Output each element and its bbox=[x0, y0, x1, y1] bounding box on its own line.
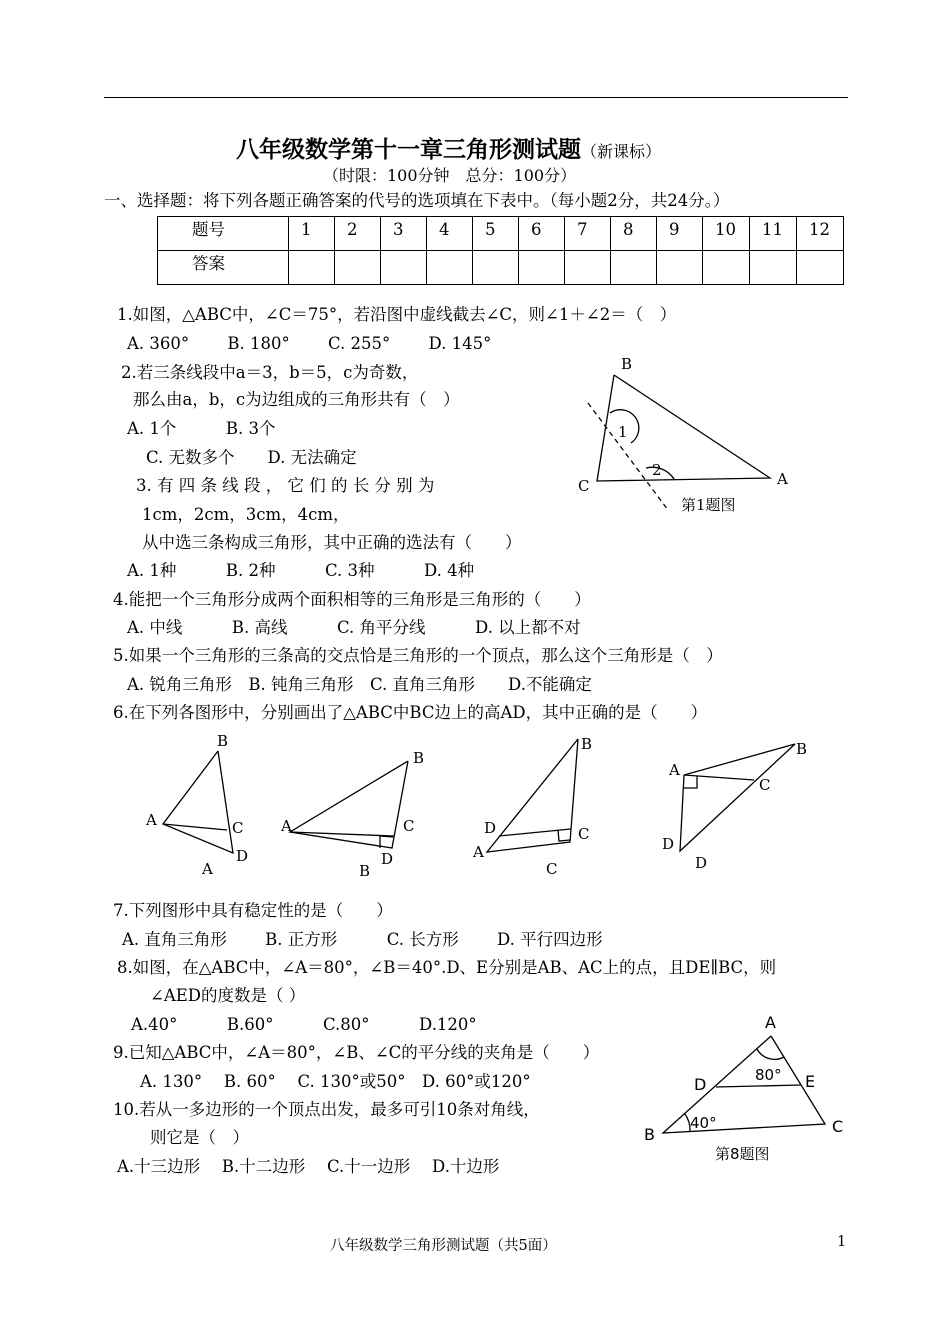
table-cell-number: 3 bbox=[381, 217, 427, 251]
q3-stem-2: 1cm，2cm，3cm，4cm， bbox=[142, 505, 350, 524]
fig8-label-d: D bbox=[694, 1075, 707, 1094]
section-heading: 一、选择题：将下列各题正确答案的代号的选项填在下表中。（每小题2分，共24分。） bbox=[104, 191, 730, 210]
table-cell-number: 7 bbox=[565, 217, 611, 251]
fig6-4-label-b: B bbox=[796, 740, 808, 758]
table-cell-number: 5 bbox=[473, 217, 519, 251]
table-header-answer: 答案 bbox=[158, 251, 289, 285]
page-number: 1 bbox=[837, 1234, 847, 1250]
fig6-1-label-b: B bbox=[217, 732, 229, 750]
fig6-3-label-c: C bbox=[578, 825, 590, 843]
fig8-label-a: A bbox=[765, 1013, 776, 1032]
q10-options: A.十三边形 B.十二边形 C.十一边形 D.十边形 bbox=[117, 1157, 500, 1176]
fig6-1-label-c: C bbox=[232, 819, 244, 837]
fig6-4-label-d: D bbox=[662, 835, 675, 853]
q9-stem: 9.已知△ABC中，∠A＝80°，∠B、∠C的平分线的夹角是（ ） bbox=[113, 1043, 600, 1062]
q8-stem-1: 8.如图，在△ABC中，∠A＝80°，∠B＝40°.D、E分别是AB、AC上的点，且DE∥BC，则 bbox=[117, 958, 777, 977]
table-cell-number: 10 bbox=[703, 217, 750, 251]
fig6-3-label-d: D bbox=[484, 819, 497, 837]
q10-stem-1: 10.若从一多边形的一个顶点出发，最多可引10条对角线， bbox=[113, 1100, 540, 1119]
fig6-3-right-angle bbox=[558, 830, 570, 841]
q7-stem: 7.下列图形中具有稳定性的是（ ） bbox=[113, 901, 393, 920]
table-cell-number: 11 bbox=[750, 217, 797, 251]
q2-stem-2: 那么由a，b，c为边组成的三角形共有（ ） bbox=[133, 390, 460, 409]
title-main: 八年级数学第十一章三角形测试题 bbox=[236, 137, 581, 163]
fig6-1-label-a2: A bbox=[202, 860, 213, 878]
fig6-2-label-c: C bbox=[403, 817, 415, 835]
fig8-label-c: C bbox=[832, 1117, 844, 1136]
fig6-2-label-d: D bbox=[381, 850, 394, 868]
fig6-3-label-a: A bbox=[473, 843, 484, 861]
table-cell-number: 4 bbox=[427, 217, 473, 251]
fig1-label-1: 1 bbox=[618, 423, 628, 441]
table-cell-number: 12 bbox=[797, 217, 844, 251]
table-cell-number: 1 bbox=[289, 217, 335, 251]
q3-stem-1-text: 3. 有 四 条 线 段 ， 它 们 的 长 分 别 为 bbox=[136, 476, 435, 495]
fig6-1-label-d: D bbox=[236, 847, 249, 865]
q3-options: A. 1种 B. 2种 C. 3种 D. 4种 bbox=[127, 561, 475, 580]
table-cell-number: 8 bbox=[611, 217, 657, 251]
footer-text: 八年级数学三角形测试题（共5面） bbox=[330, 1238, 557, 1254]
fig1-cut-line bbox=[588, 403, 668, 510]
fig6-3-altitude bbox=[499, 829, 571, 836]
fig6-1-triangle bbox=[163, 751, 233, 853]
fig6-2-triangle bbox=[290, 761, 408, 848]
q2-options-1: A. 1个 B. 3个 bbox=[127, 419, 276, 438]
q5-options: A. 锐角三角形 B. 钝角三角形 C. 直角三角形 D.不能确定 bbox=[127, 675, 592, 694]
fig6-4-label-d2: D bbox=[695, 854, 708, 872]
table-cell-number: 2 bbox=[335, 217, 381, 251]
table-cell-number: 9 bbox=[657, 217, 703, 251]
fig1-label-2: 2 bbox=[652, 461, 662, 479]
fig6-3-label-b: B bbox=[581, 735, 593, 753]
title-suffix: （新课标） bbox=[581, 142, 662, 161]
fig8-caption: 第8题图 bbox=[715, 1145, 770, 1163]
q4-stem: 4.能把一个三角形分成两个面积相等的三角形是三角形的（ ） bbox=[113, 590, 591, 609]
fig6-2-label-b: B bbox=[413, 749, 425, 767]
fig1-label-a: A bbox=[777, 470, 788, 488]
fig8-de-line bbox=[716, 1085, 801, 1087]
fig6-2-label-a: A bbox=[281, 817, 292, 835]
q1-options: A. 360° B. 180° C. 255° D. 145° bbox=[127, 334, 492, 353]
fig6-1-label-a: A bbox=[146, 811, 157, 829]
q10-stem-2: 则它是（ ） bbox=[150, 1128, 249, 1147]
q4-options: A. 中线 B. 高线 C. 角平分线 D. 以上都不对 bbox=[127, 618, 581, 637]
q2-options-2: C. 无数多个 D. 无法确定 bbox=[146, 448, 357, 467]
q5-stem: 5.如果一个三角形的三条高的交点恰是三角形的一个顶点，那么这个三角形是（ ） bbox=[113, 646, 723, 665]
fig8-label-b: B bbox=[644, 1125, 655, 1144]
table-header-number: 题号 bbox=[158, 217, 289, 251]
fig8-angle-b-label: 40° bbox=[690, 1114, 717, 1132]
fig6-4-label-c: C bbox=[759, 776, 771, 794]
q8-stem-2: ∠AED的度数是（ ） bbox=[150, 986, 306, 1005]
subtitle: （时限：100分钟 总分：100分） bbox=[323, 166, 577, 185]
q6-stem: 6.在下列各图形中，分别画出了△ABC中BC边上的高AD，其中正确的是（ ） bbox=[113, 703, 708, 722]
fig6-2-label-b2: B bbox=[359, 862, 371, 880]
q8-options: A.40° B.60° C.80° D.120° bbox=[131, 1015, 477, 1034]
q7-options: A. 直角三角形 B. 正方形 C. 长方形 D. 平行四边形 bbox=[122, 930, 603, 949]
fig1-label-b: B bbox=[621, 355, 633, 373]
fig1-label-c: C bbox=[578, 477, 590, 495]
fig6-4-altitude bbox=[684, 775, 754, 780]
fig6-4-right-angle bbox=[684, 776, 697, 788]
q2-stem-1: 2.若三条线段中a＝3，b＝5，c为奇数， bbox=[121, 363, 419, 382]
fig6-4-label-a: A bbox=[669, 761, 680, 779]
fig6-3-label-c2: C bbox=[546, 860, 558, 878]
q3-stem-3: 从中选三条构成三角形，其中正确的选法有（ ） bbox=[142, 533, 522, 552]
fig6-4-triangle bbox=[680, 744, 795, 851]
fig6-1-segment bbox=[163, 824, 227, 830]
q1-stem: 1.如图，△ABC中，∠C＝75°，若沿图中虚线截去∠C，则∠1＋∠2＝（ ） bbox=[117, 305, 677, 324]
fig1-caption: 第1题图 bbox=[681, 496, 736, 514]
fig8-label-e: E bbox=[805, 1072, 816, 1091]
fig8-angle-a-label: 80° bbox=[755, 1066, 782, 1084]
q9-options: A. 130° B. 60° C. 130°或50° D. 60°或120° bbox=[140, 1072, 531, 1091]
table-cell-number: 6 bbox=[519, 217, 565, 251]
fig6-3-triangle bbox=[487, 739, 578, 852]
